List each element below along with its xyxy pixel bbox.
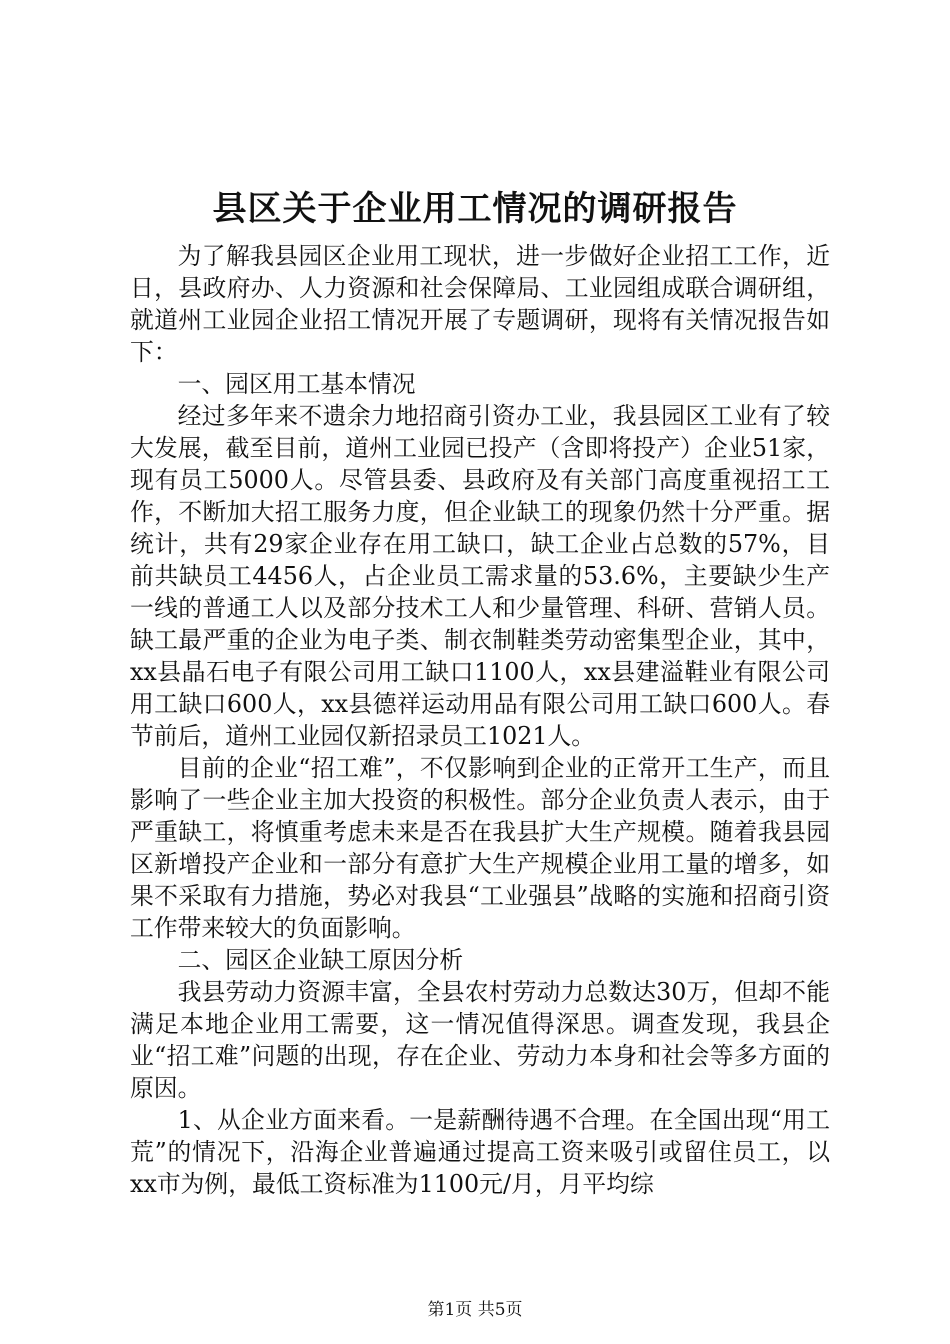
section-heading-2: 二、园区企业缺工原因分析 bbox=[177, 946, 464, 974]
paragraph-basic-situation: 经过多年来不遗余力地招商引资办工业，我县园区工业有了较大发展，截至目前，道州工业园已投产（含即将投产）企业51家，现有员工5000人。尽管县委、县政府及有关部门高度重视招工工作，不断加大招工服务力度，但企业缺工的现象仍然十分严重。据统计，共有29家企业存在用工缺口，缺工企业占总数的57%，目前共缺员工4456人，占企业员工需求量的53.6%，主要缺少生产一线的普通工人以及部分技术工人和少量管理、科研、营销人员。缺工最严重的企业为电子类、制衣制鞋类劳动密集型企业，其中，xx县晶石电子有限公司用工缺口1100人，xx县建溢鞋业有限公司用工缺口600人，xx县德祥运动用品有限公司用工缺口600人。春节前后，道州工业园仅新招录员工1021人。 bbox=[130, 402, 830, 750]
page-number-footer: 第1页 共5页 bbox=[427, 1300, 523, 1320]
paragraph-enterprise-aspect: 1、从企业方面来看。一是薪酬待遇不合理。在全国出现“用工荒”的情况下，沿海企业普遍通过提高工资来吸引或留住员工，以xx市为例，最低工资标准为1100元/月，月平均综 bbox=[130, 1106, 830, 1198]
document-title: 县区关于企业用工情况的调研报告 bbox=[212, 189, 738, 229]
paragraph-labor-resources: 我县劳动力资源丰富，全县农村劳动力总数达30万，但却不能满足本地企业用工需要，这一情况值得深思。调查发现，我县企业“招工难”问题的出现，存在企业、劳动力本身和社会等多方面的原因。 bbox=[130, 978, 830, 1102]
document-body bbox=[130, 240, 830, 1200]
section-heading-1: 一、园区用工基本情况 bbox=[177, 370, 416, 398]
paragraph-impact: 目前的企业“招工难”，不仅影响到企业的正常开工生产，而且影响了一些企业主加大投资的积极性。部分企业负责人表示，由于严重缺工，将慎重考虑未来是否在我县扩大生产规模。随着我县园区新增投产企业和一部分有意扩大生产规模企业用工量的增多，如果不采取有力措施，势必对我县“工业强县”战略的实施和招商引资工作带来较大的负面影响。 bbox=[130, 754, 830, 942]
paragraph-intro: 为了解我县园区企业用工现状，进一步做好企业招工工作，近日，县政府办、人力资源和社会保障局、工业园组成联合调研组，就道州工业园企业招工情况开展了专题调研，现将有关情况报告如下： bbox=[130, 242, 830, 366]
